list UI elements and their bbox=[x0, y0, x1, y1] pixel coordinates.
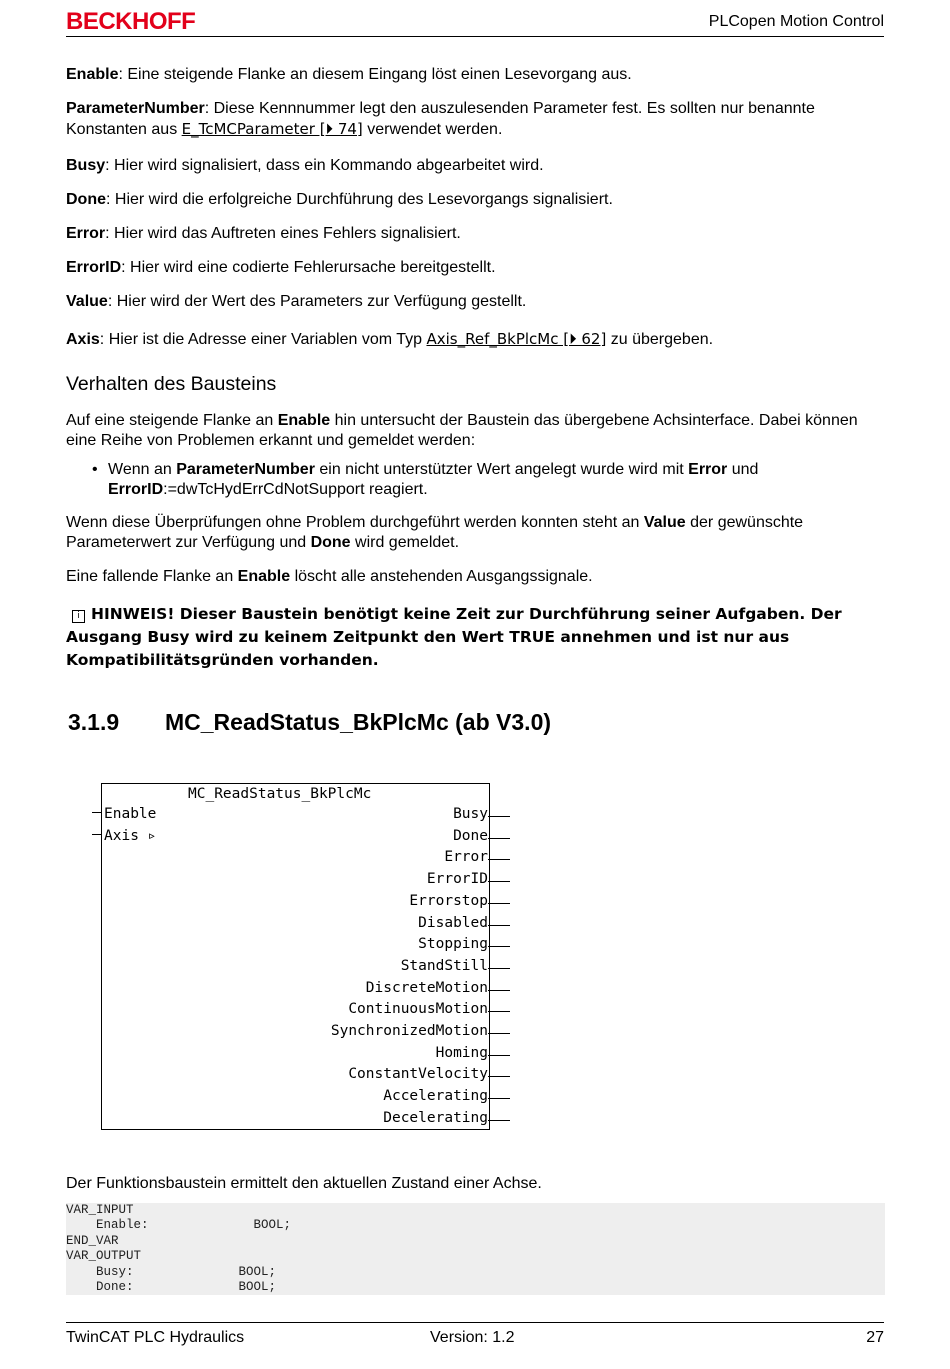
fb-output-label: Disabled bbox=[418, 914, 488, 931]
fb-output-label: ConstantVelocity bbox=[348, 1066, 488, 1083]
output-wire bbox=[488, 859, 510, 860]
code-line: Done: BOOL; bbox=[66, 1280, 277, 1294]
output-wire bbox=[488, 968, 510, 969]
param-busy: Busy: Hier wird signalisiert, dass ein Kommando abgearbeitet wird. bbox=[66, 157, 544, 174]
fb-output-label: Errorstop bbox=[409, 892, 488, 909]
section-number: 3.1.9 bbox=[68, 709, 120, 735]
behavior-heading: Verhalten des Bausteins bbox=[66, 373, 277, 395]
code-line: Busy: BOOL; bbox=[66, 1264, 277, 1279]
code-line: END_VAR bbox=[66, 1233, 119, 1248]
param-axis: Axis: Hier ist die Adresse einer Variablen vom Typ Axis_Ref_BkPlcMc [⏵ 62] zu übergeben. bbox=[66, 330, 714, 348]
link-e-tcmcparameter[interactable]: E_TcMCParameter [⏵ 74] bbox=[181, 120, 363, 138]
param-error: Error: Hier wird das Auftreten eines Fehlers signalisiert. bbox=[66, 225, 461, 242]
fb-output-label: SynchronizedMotion bbox=[330, 1023, 488, 1039]
header-rule bbox=[66, 36, 884, 37]
fb-output-label: DiscreteMotion bbox=[365, 979, 488, 996]
fb-input-pin bbox=[92, 828, 156, 844]
output-wire bbox=[488, 881, 510, 882]
param-value: Value: Hier wird der Wert des Parameters zur Verfügung gestellt. bbox=[66, 293, 527, 310]
param-enable: Enable: Eine steigende Flanke an diesem Eingang löst einen Lesevorgang aus. bbox=[66, 66, 632, 83]
footer-version: Version: 1.2 bbox=[430, 1329, 515, 1346]
input-wire bbox=[92, 834, 102, 835]
fb-output-label: StandStill bbox=[400, 957, 488, 974]
beckhoff-logo: BECKHOFF bbox=[66, 8, 196, 35]
param-errorid: ErrorID: Hier wird eine codierte Fehlerursache bereitgestellt. bbox=[66, 259, 496, 276]
fb-description: Der Funktionsbaustein ermittelt den aktuellen Zustand einer Achse. bbox=[66, 1175, 542, 1192]
fb-output-label: Decelerating bbox=[383, 1109, 488, 1126]
behavior-para-3: Eine fallende Flanke an Enable löscht alle anstehenden Ausgangssignale. bbox=[66, 568, 593, 585]
fb-output-label: Done bbox=[453, 827, 488, 844]
code-line: Enable: BOOL; bbox=[66, 1218, 292, 1233]
input-wire bbox=[92, 812, 102, 813]
fb-output-label: Busy bbox=[453, 806, 488, 822]
footer-page-number: 27 bbox=[866, 1329, 884, 1346]
fb-output-label: ErrorID bbox=[426, 871, 488, 888]
fb-input-label: Enable bbox=[104, 806, 157, 822]
hint-note: i HINWEIS! Dieser Baustein benötigt keine Zeit zur Durchführung seiner Aufgaben. Der Ausgang Busy wird zu keinem Zeitpunkt den Wert TRUE annehmen und ist nur aus Kompatibilitätsgründen vorhanden. bbox=[66, 605, 842, 669]
link-axis-ref[interactable]: Axis_Ref_BkPlcMc [⏵ 62] bbox=[426, 330, 607, 348]
param-done: Done: Hier wird die erfolgreiche Durchführung des Lesevorgangs signalisiert. bbox=[66, 191, 613, 208]
fb-output-label: Accelerating bbox=[383, 1088, 488, 1105]
code-line: VAR_OUTPUT bbox=[66, 1249, 142, 1264]
output-wire bbox=[488, 1076, 510, 1077]
param-parameternumber: ParameterNumber: Diese Kennnummer legt den auszulesenden Parameter fest. Es sollten nur benannte Konstanten aus E_TcMCParameter [⏵ 74] verwendet werden. bbox=[66, 100, 815, 138]
output-wire bbox=[488, 990, 510, 991]
info-icon: i bbox=[72, 610, 85, 623]
bullet-text: Wenn an ParameterNumber ein nicht unterstützter Wert angelegt wurde wird mit Error und ErrorID:=dwTcHydErrCdNotSupport reagiert. bbox=[108, 461, 759, 498]
code-line: VAR_INPUT bbox=[66, 1203, 134, 1217]
footer-product: TwinCAT PLC Hydraulics bbox=[66, 1329, 245, 1346]
behavior-para-1: Auf eine steigende Flanke an Enable hin untersucht der Baustein das übergebene Achsinterface. Dabei können eine Reihe von Problemen erkannt und gemeldet werden: bbox=[66, 412, 858, 449]
fb-input-pin bbox=[92, 806, 156, 822]
behavior-para-2: Wenn diese Überprüfungen ohne Problem durchgeführt werden konnten steht an Value der gewünschte Parameterwert zur Verfügung und Done wird gemeldet. bbox=[66, 514, 804, 551]
output-wire bbox=[488, 1011, 510, 1012]
fb-output-label: Stopping bbox=[418, 936, 488, 953]
function-block-name: MC_ReadStatus_BkPlcMc bbox=[188, 786, 372, 802]
output-wire bbox=[488, 946, 510, 947]
output-wire bbox=[488, 903, 510, 904]
fb-input-label: Axis ▹ bbox=[104, 827, 157, 844]
fb-output-label: ContinuousMotion bbox=[348, 1001, 488, 1018]
output-wire bbox=[488, 925, 510, 926]
fb-output-label: Error bbox=[444, 849, 488, 866]
bullet-dot: • bbox=[92, 461, 98, 478]
header-title: PLCopen Motion Control bbox=[708, 13, 884, 30]
output-wire bbox=[488, 1098, 510, 1099]
output-wire bbox=[488, 838, 510, 839]
output-wire bbox=[488, 1120, 510, 1121]
fb-output-label: Homing bbox=[435, 1044, 488, 1061]
output-wire bbox=[488, 1033, 510, 1034]
section-title: MC_ReadStatus_BkPlcMc (ab V3.0) bbox=[165, 709, 552, 735]
output-wire bbox=[488, 1055, 510, 1056]
output-wire bbox=[488, 816, 510, 817]
footer-rule bbox=[66, 1322, 884, 1323]
